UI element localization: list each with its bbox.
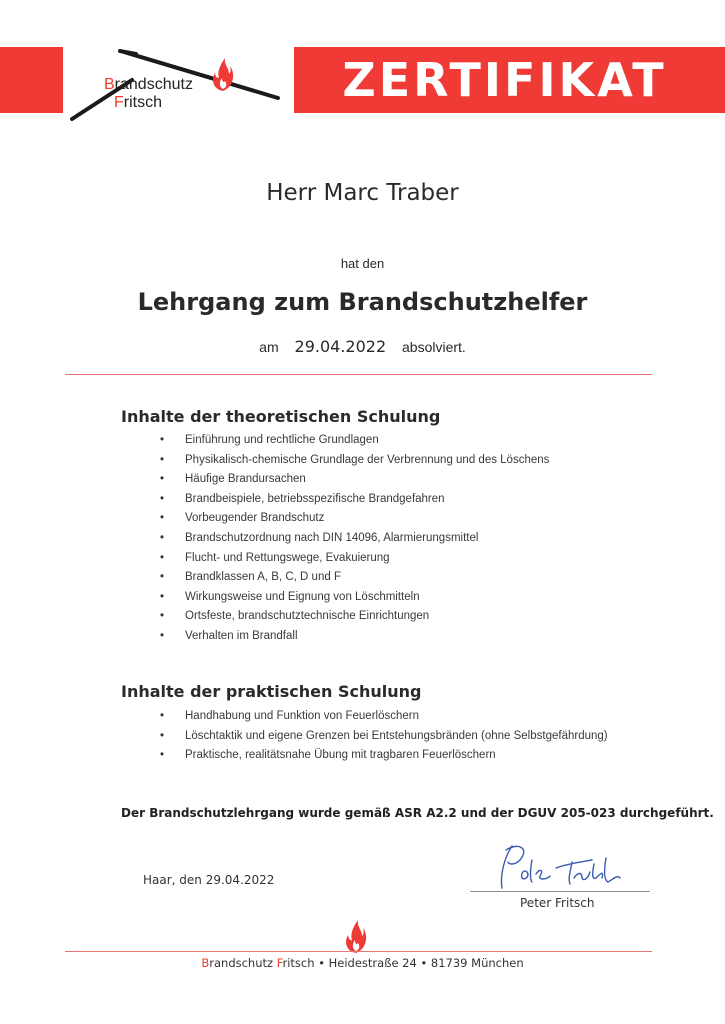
logo-word-fritsch: ritsch — [123, 94, 163, 111]
list-item: • Praktische, realitätsnahe Übung mit tragbaren Feuerlöschern — [160, 746, 608, 766]
footer-initial-b: B — [201, 956, 210, 970]
list-item: • Einführung und rechtliche Grundlagen — [160, 431, 549, 451]
list-item: • Flucht- und Rettungswege, Evakuierung — [160, 549, 549, 569]
header-red-block — [0, 47, 63, 113]
place-and-date: Haar, den 29.04.2022 — [143, 873, 275, 887]
list-item: • Handhabung und Funktion von Feuerlöschern — [160, 707, 608, 727]
company-logo — [68, 46, 290, 126]
logo-initial-f: F — [114, 94, 124, 111]
logo-initial-b: B — [104, 76, 115, 93]
footer-initial-f: F — [276, 956, 283, 970]
footer-street-city: • Heidestraße 24 • 81739 München — [314, 956, 524, 970]
list-item: • Wirkungsweise und Eignung von Löschmitteln — [160, 588, 549, 608]
signer-name: Peter Fritsch — [520, 896, 595, 910]
divider-footer — [65, 951, 652, 952]
footer-word-fritsch: ritsch — [282, 956, 315, 970]
completion-date-line — [0, 337, 725, 356]
flame-icon — [210, 56, 236, 92]
date-prefix: am — [259, 339, 279, 355]
list-item: • Brandbeispiele, betriebsspezifische Brandgefahren — [160, 490, 549, 510]
flame-icon — [343, 918, 369, 954]
divider-top — [65, 374, 652, 375]
date-suffix: absolviert. — [402, 339, 466, 355]
logo-word-brandschutz: randschutz — [114, 76, 193, 93]
practice-section-title: Inhalte der praktischen Schulung — [121, 682, 422, 701]
practice-list — [160, 707, 608, 766]
logo-text — [104, 76, 193, 112]
list-item: • Vorbeugender Brandschutz — [160, 509, 549, 529]
signature-icon — [470, 838, 655, 894]
compliance-statement: Der Brandschutzlehrgang wurde gemäß ASR A2.2 und der DGUV 205-023 durchgeführt. — [121, 806, 714, 820]
footer-address — [0, 956, 725, 970]
course-title: Lehrgang zum Brandschutzhelfer — [137, 288, 588, 316]
list-item: • Physikalisch-chemische Grundlage der Verbrennung und des Löschens — [160, 451, 549, 471]
banner-title: ZERTIFIKAT — [342, 53, 667, 107]
signature-line — [470, 891, 650, 892]
list-item: • Verhalten im Brandfall — [160, 627, 549, 647]
intro-text: hat den — [340, 256, 385, 271]
footer-word-brandschutz: randschutz — [209, 956, 277, 970]
theory-list — [160, 431, 549, 647]
recipient-name: Herr Marc Traber — [266, 180, 459, 206]
theory-section-title: Inhalte der theoretischen Schulung — [121, 407, 441, 426]
completion-date: 29.04.2022 — [294, 337, 387, 356]
certificate-banner — [294, 47, 725, 113]
list-item: • Brandklassen A, B, C, D und F — [160, 568, 549, 588]
list-item: • Löschtaktik und eigene Grenzen bei Entstehungsbränden (ohne Selbstgefährdung) — [160, 727, 608, 747]
list-item: • Häufige Brandursachen — [160, 470, 549, 490]
list-item: • Brandschutzordnung nach DIN 14096, Alarmierungsmittel — [160, 529, 549, 549]
list-item: • Ortsfeste, brandschutztechnische Einrichtungen — [160, 607, 549, 627]
